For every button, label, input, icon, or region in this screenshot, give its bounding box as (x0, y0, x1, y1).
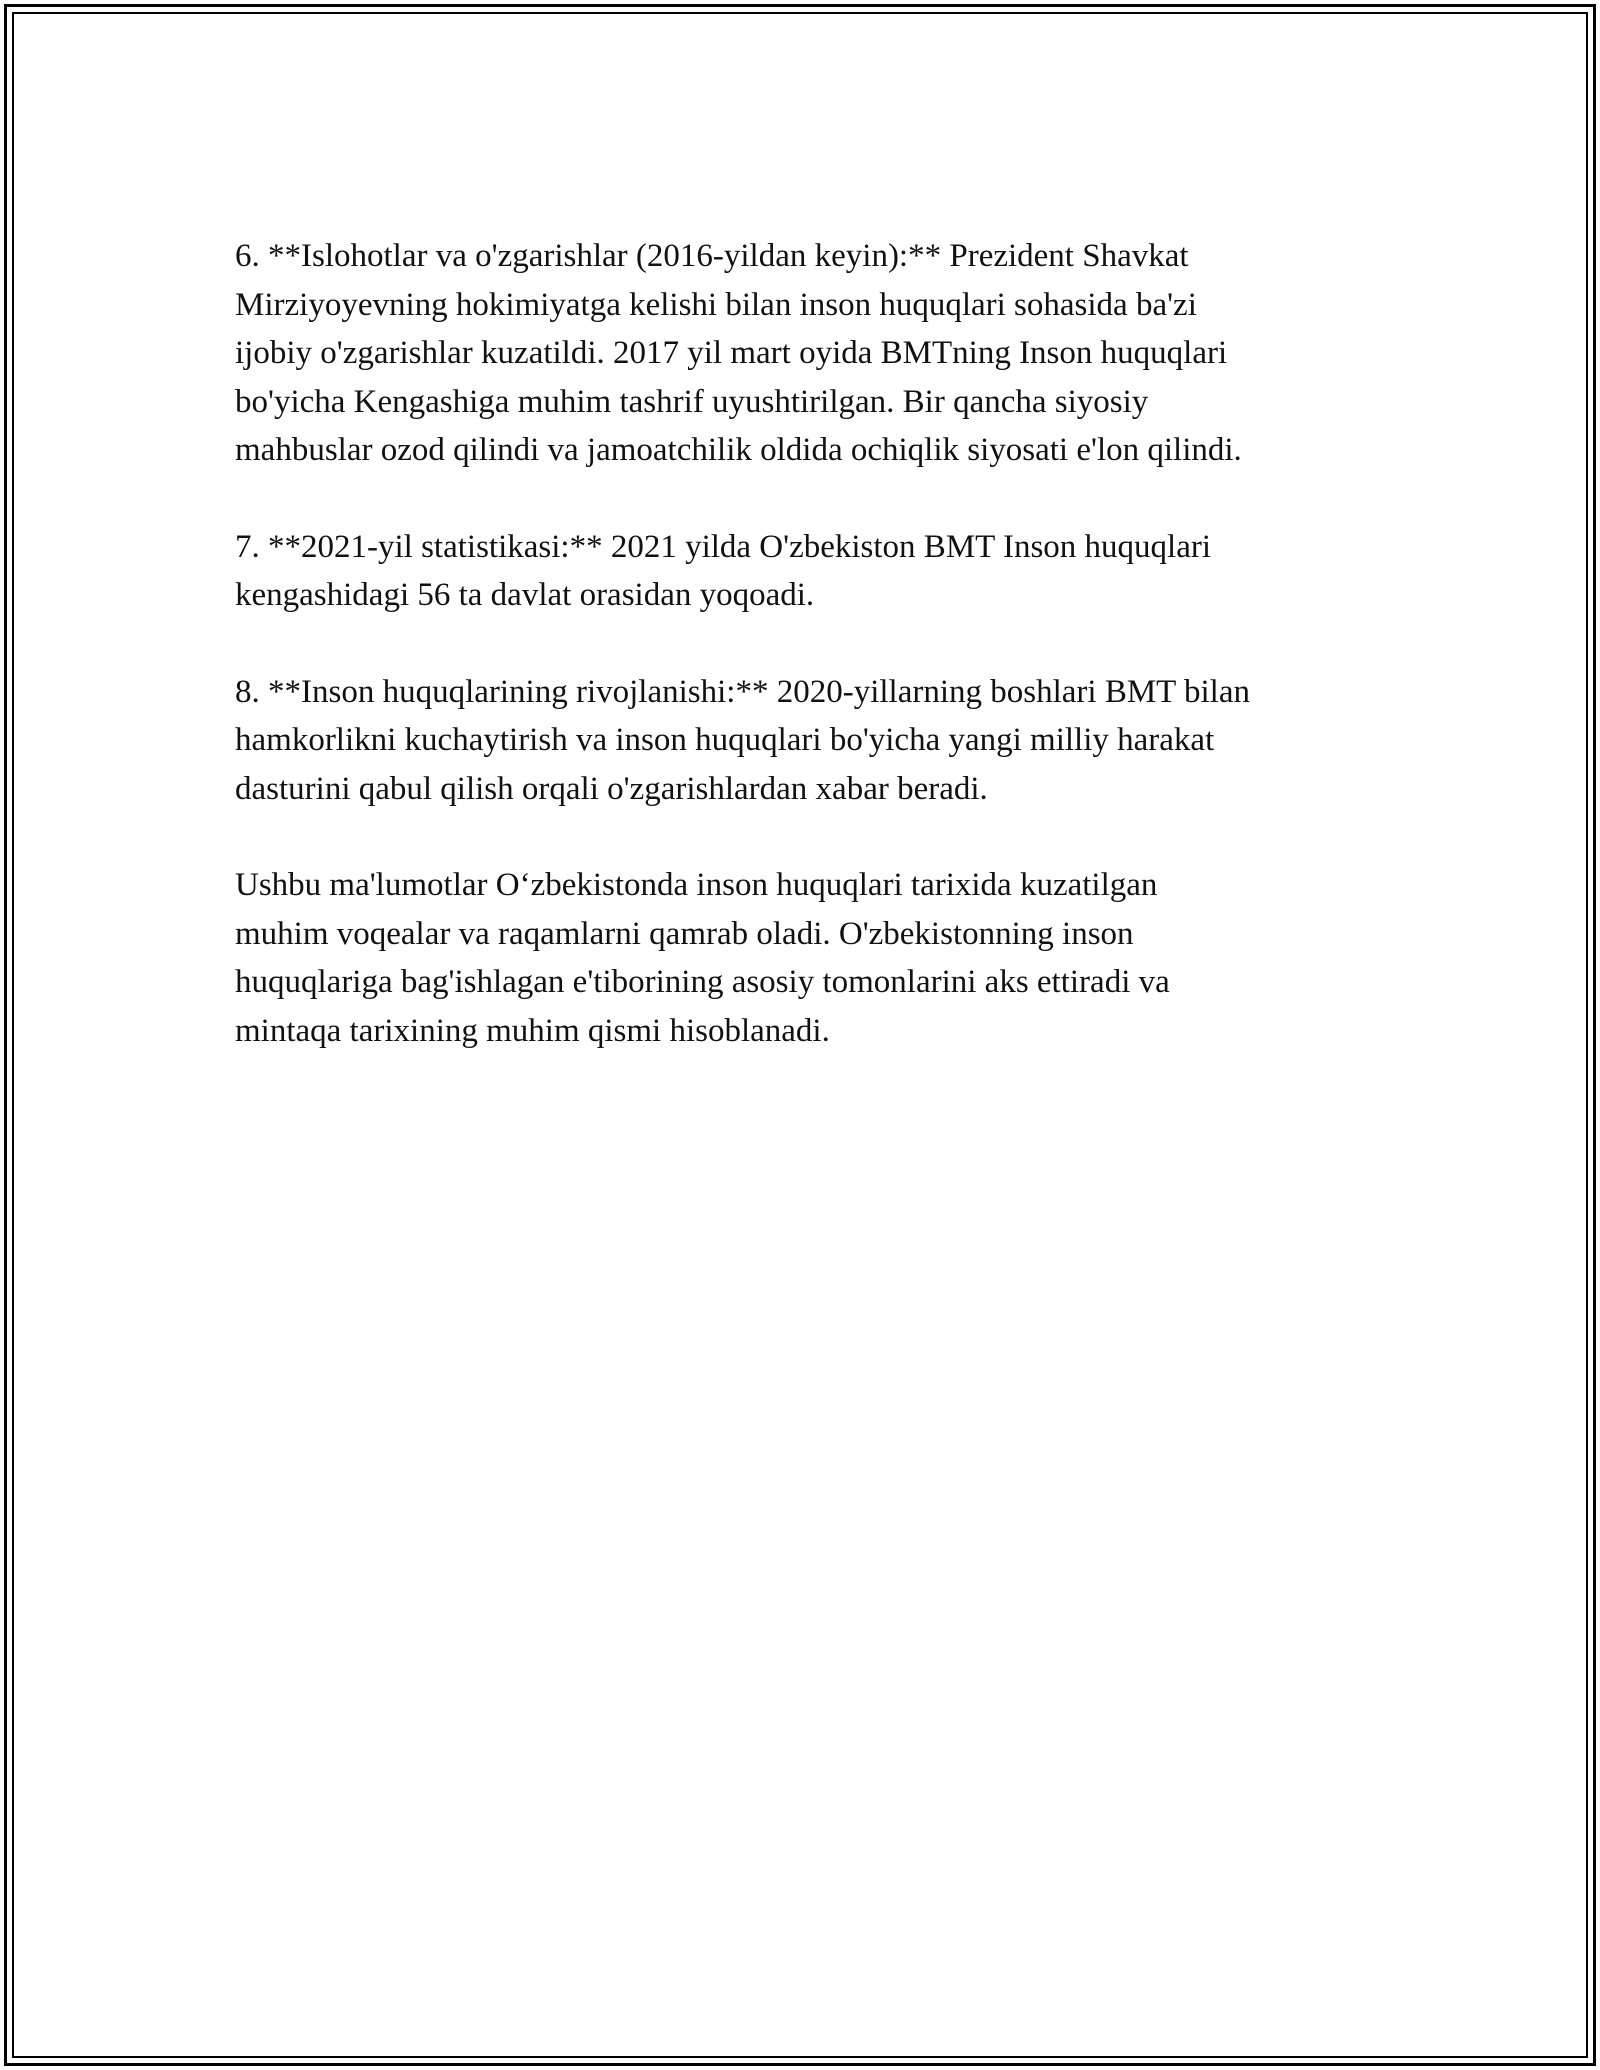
paragraph-reforms: 6. **Islohotlar va o'zgarishlar (2016-yildan keyin):** Prezident Shavkat Mirziyoyevning hokimiyatga kelishi bilan inson huquqlari sohasida ba'zi ijobiy o'zgarishlar kuzatildi. 2017 yil mart oyida BMTning Inson huquqlari bo'yicha Kengashiga muhim tashrif uyushtirilgan. Bir qancha siyosiy mahbuslar ozod qilindi va jamoatchilik oldida ochiqlik siyosati e'lon qilindi. (235, 238, 1242, 468)
paragraph-human-rights-development: 8. **Inson huquqlarining rivojlanishi:** 2020-yillarning boshlari BMT bilan hamkorlikni kuchaytirish va inson huquqlari bo'yicha yangi milliy harakat dasturini qabul qilish orqali o'zgarishlardan xabar beradi. (235, 673, 1250, 807)
paragraph-2021-statistics: 7. **2021-yil statistikasi:** 2021 yilda O'zbekiston BMT Inson huquqlari kengashidagi 56 ta davlat orasidan yoqoadi. (235, 528, 1212, 613)
document-body (235, 232, 1380, 1103)
paragraph-summary: Ushbu ma'lumotlar O‘zbekistonda inson huquqlari tarixida kuzatilgan muhim voqealar va raqamlarni qamrab oladi. O'zbekistonning inson huquqlariga bag'ishlagan e'tiborining asosiy tomonlarini aks ettiradi va mintaqa tarixining muhim qismi hisoblanadi. (235, 867, 1170, 1049)
